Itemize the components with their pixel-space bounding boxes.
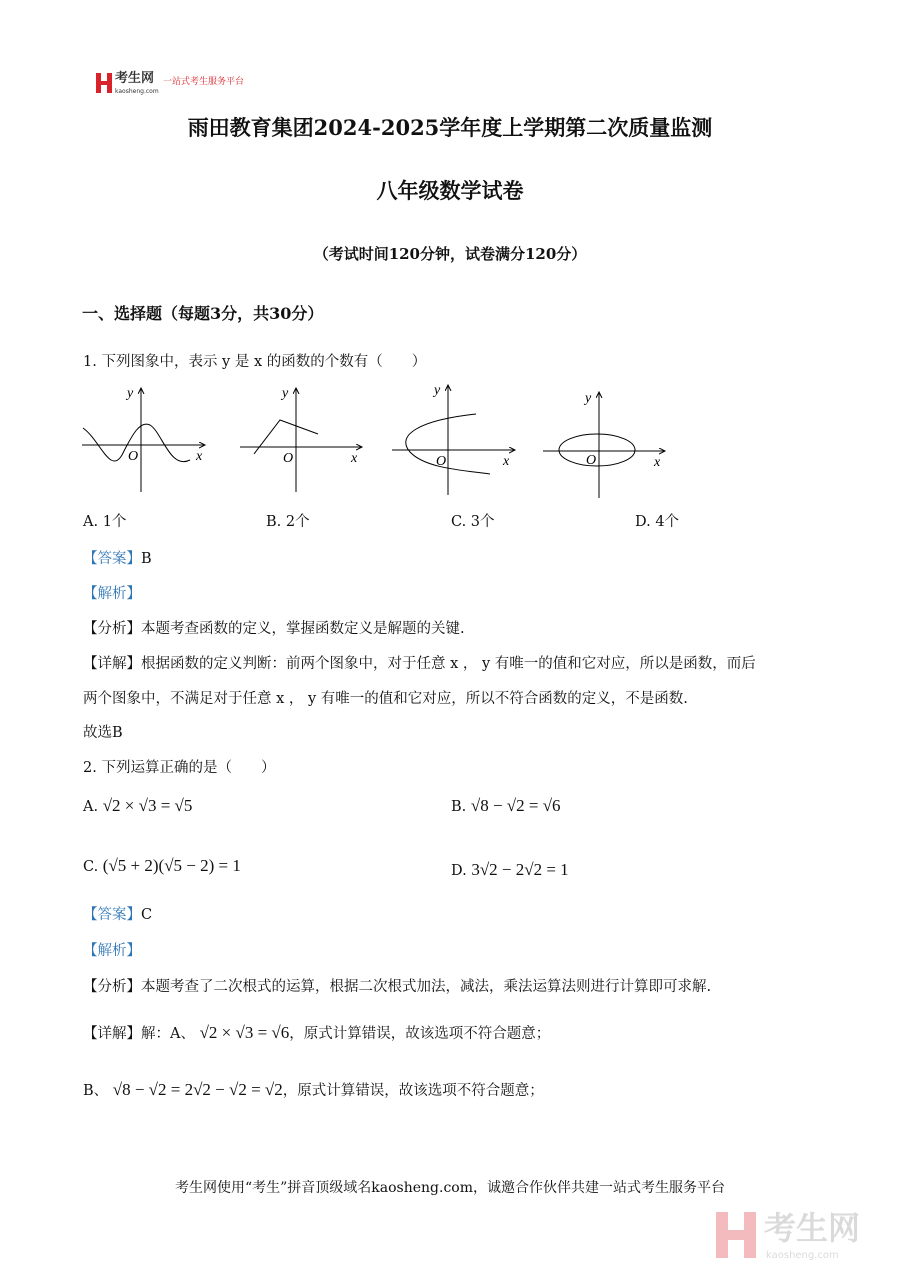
graph-sine [82, 388, 205, 492]
section-heading: 一、选择题（每题3分，共30分） [82, 304, 324, 323]
q1-option-a: A. 1个 [83, 514, 127, 530]
q1-analysis-label: 【解析】 [83, 586, 141, 602]
q1-graphs [0, 380, 900, 500]
origin-label: O [436, 454, 447, 469]
watermark-text: 考生网 [764, 1209, 861, 1247]
q2-fenxi: 【分析】本题考查了二次根式的运算，根据二次根式加法，减法，乘法运算法则进行计算即可求解. [83, 979, 712, 995]
q1-xiangjie-cont: 两个图象中，不满足对于任意 x ， y 有唯一的值和它对应，所以不符合函数的定义，不是函数. [83, 691, 688, 707]
q1-option-b: B. 2个 [266, 514, 310, 530]
q2-option-c: C. (√5 + 2)(√5 − 2) = 1 [83, 856, 241, 875]
axis-label-x: x [351, 451, 358, 466]
watermark-sub: kaosheng.com [766, 1250, 839, 1261]
q2-option-d: D. 3√2 − 2√2 = 1 [451, 860, 569, 879]
watermark [716, 1210, 892, 1266]
exam-info: （考试时间120分钟，试卷满分120分） [313, 245, 587, 263]
origin-label: O [586, 453, 597, 468]
origin-label: O [283, 451, 294, 466]
axis-label-y: y [127, 386, 134, 401]
q1-conclusion: 故选B [83, 725, 123, 741]
footer-text: 考生网使用“考生”拼音顶级域名kaosheng.com，诚邀合作伙伴共建一站式考生服务平台 [174, 1180, 726, 1196]
q1-option-c: C. 3个 [451, 514, 495, 530]
q1-stem: 1. 下列图象中，表示 y 是 x 的函数的个数有（ ） [83, 354, 427, 370]
q1-fenxi: 【分析】本题考查函数的定义，掌握函数定义是解题的关键. [83, 621, 465, 637]
axis-label-x: x [196, 449, 203, 464]
exam-title: 雨田教育集团2024-2025学年度上学期第二次质量监测 [187, 115, 713, 140]
slogan: 一站式考生服务平台 [163, 77, 245, 87]
q1-xiangjie: 【详解】根据函数的定义判断：前两个图象中，对于任意 x ， y 有唯一的值和它对应，所以是函数，而后 [83, 656, 756, 672]
axis-label-x: x [503, 454, 510, 469]
axis-label-y: y [282, 386, 289, 401]
q2-answer: 【答案】C [83, 907, 153, 923]
q1-option-d: D. 4个 [635, 514, 680, 530]
axis-label-x: x [654, 455, 661, 470]
logo-sub: kaosheng.com [115, 88, 159, 95]
q2-xiangjie-a: 【详解】解：A、 √2 × √3 = √6，原式计算错误，故该选项不符合题意； [83, 1023, 551, 1042]
watermark-logo-icon [716, 1212, 756, 1258]
q2-analysis-label: 【解析】 [83, 943, 141, 959]
axis-label-y: y [434, 383, 441, 398]
q2-xiangjie-b: B、 √8 − √2 = 2√2 − √2 = √2，原式计算错误，故该选项不符合题意； [83, 1080, 544, 1099]
exam-subject: 八年级数学试卷 [376, 178, 524, 203]
q2-stem: 2. 下列运算正确的是（ ） [83, 760, 276, 776]
logo [96, 71, 158, 97]
logo-text: 考生网 [115, 71, 155, 86]
graph-parabola [392, 385, 515, 495]
q1-answer: 【答案】B [83, 551, 152, 567]
graph-polyline [240, 388, 362, 492]
graph-ellipse [543, 392, 665, 498]
origin-label: O [128, 449, 139, 464]
axis-label-y: y [585, 391, 592, 406]
q2-option-a: A. √2 × √3 = √5 [83, 796, 193, 815]
q2-option-b: B. √8 − √2 = √6 [451, 796, 561, 815]
logo-mark-icon [96, 73, 112, 93]
